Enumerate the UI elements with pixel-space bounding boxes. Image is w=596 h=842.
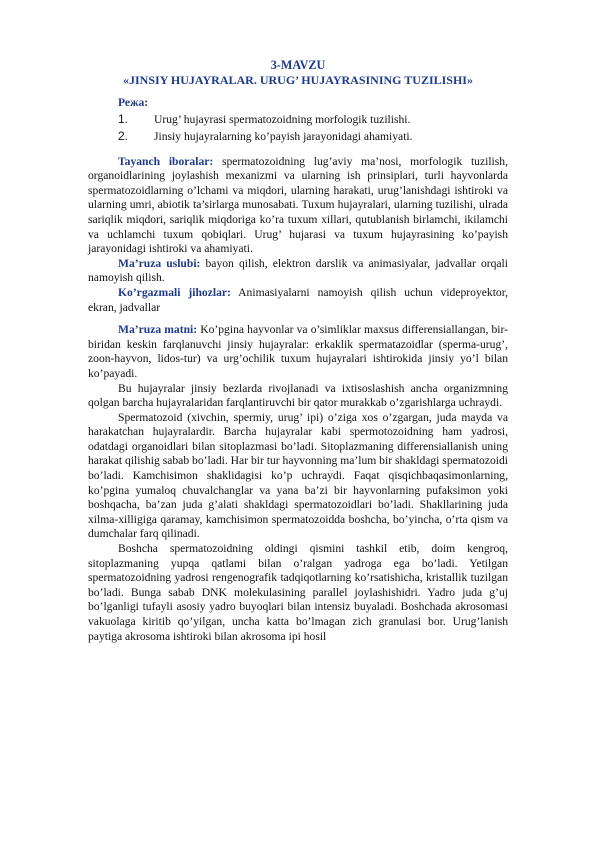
plan-item-number: 2. — [118, 128, 129, 143]
key-terms-label: Tayanch iboralar: — [118, 154, 214, 168]
lecture-text-body: Ko’pgina hayvonlar va o’simliklar maxsus differensiallangan, bir-biridan keskin farqlanuvchi jinsiy hujayralar: erkaklik spermatazoidlar (sperma-urug’, zoon-hayvon, lidos-tur) va urg’ochilik tuxum hujayralari ishtirokida jinsiy yo’l bilan ko’payadi. — [88, 323, 508, 380]
body-paragraph: Bu hujayralar jinsiy bezlarda rivojlanadi va ixtisoslashish ancha organizmning qolgan barcha hujayralaridan farqlantiruvchi bir qator murakkab o’zgarishlarga uchraydi. — [88, 381, 508, 410]
equipment-paragraph — [88, 286, 508, 315]
plan-item-text: Urug’ hujayrasi spermatozoidning morfologik tuzilishi. — [154, 112, 411, 126]
plan-label: Режа: — [118, 96, 149, 109]
plan-item-number: 1. — [118, 111, 129, 126]
key-terms-paragraph — [88, 155, 508, 257]
document-page — [88, 58, 508, 644]
topic-title: «JINSIY HUJAYRALAR. URUG’ HUJAYRASINING TUZILISHI» — [123, 73, 473, 87]
plan-list — [118, 111, 508, 145]
lecture-style-paragraph — [88, 257, 508, 286]
body-paragraph: Spermatozoid (xivchin, spermiy, urug’ ipi) o’ziga xos o’zgargan, juda mayda va harakatchan hujayralardir. Barcha hujayralar kabi spermotozoidning ham yadrosi, odatdagi organoidlari bilan sitoplazmasi bo’ladi. Sitoplazmaning differensiallanish uning harakat qilishig sabab bo’ladi. Har bir tur hayvonning ma’lum bir shakldagi spermatozoidi bo’ladi. Kamchisimon shaklidagisi ko’p uchraydi. Faqat qisqichbaqasimonlarning, ko’pgina yumaloq chuvalchanglar va yana ba’zi bir hayvonlarning pufaksimon yoki boshqacha, ba’zan juda g’alati shakldagi spermatozoidlari bo’ladi. Shakllarining juda xilma-xilligiga qaramay, kamchisimon spermatozoidda boshcha, bo’yincha, o’rta qism va dumchalar farq qilinadi. — [88, 410, 508, 541]
lecture-text-label: Ma’ruza matni: — [118, 323, 198, 337]
lecture-text-paragraph — [88, 323, 508, 381]
equipment-text: Animasiyalarni namoyish qilish uchun videproyektor, ekran, jadvallar — [88, 285, 509, 314]
plan-item — [118, 128, 508, 145]
equipment-label: Ko’rgazmali jihozlar: — [118, 285, 231, 299]
topic-number: 3-MAVZU — [270, 58, 326, 72]
lecture-style-text: bayon qilish, elektron darslik va animasiyalar, jadvallar orqali namoyish qilish. — [88, 256, 508, 285]
plan-item — [118, 111, 508, 128]
key-terms-text: spermatozoidning lug’aviy ma’nosi, morfologik tuzilish, organoidlarining joylashish mexanizmi va ularning ish prinsiplari, turli hayvonlarda spermatozoidlarning o’lchami va miqdori, ularning harakati, urug’lanishdagi ishtiroki va ularning umri, abiotik ta’sirlarga munosabati. Tuxum hujayralari, ularning tuzilishi, ulrada sariqlik miqdori, sariqlik miqdoriga ko’ra tuxum xillari, qutublanish birlamchi, ikilamchi va uchlamchi tuxum qobiqlari. Urug’ hujarasi va tuxum hujayrasining ko’payish jarayonidagi ishtiroki va ahamiyati. — [88, 154, 508, 256]
lecture-style-label: Ma’ruza uslubi: — [118, 256, 201, 270]
plan-item-text: Jinsiy hujayralarning ko’payish jarayonidagi ahamiyati. — [154, 129, 413, 143]
body-paragraph: Boshcha spermatozoidning oldingi qismini tashkil etib, doim kengroq, sitoplazmaning yupqa qatlami bilan o’ralgan yadroga ega bo’ladi. Yetilgan spermatozoidning yadrosi rengenografik tadqiqotlarning ko’rsatishicha, kristallik tuzilgan bo’ladi. Bunga sabab DNK molekulasining parallel joylashishidri. Yadro juda g’uj bo’lganligi tufayli asosiy yadro buyoqlari bilan intensiz buyaladi. Boshchada akrosomasi vakuolaga kiritib qo’yilgan, uncha katta bo’lmagan zich granulasi bor. Urug’lanish paytiga akrosoma ishtiroki bilan akrosoma ipi hosil — [88, 542, 508, 643]
